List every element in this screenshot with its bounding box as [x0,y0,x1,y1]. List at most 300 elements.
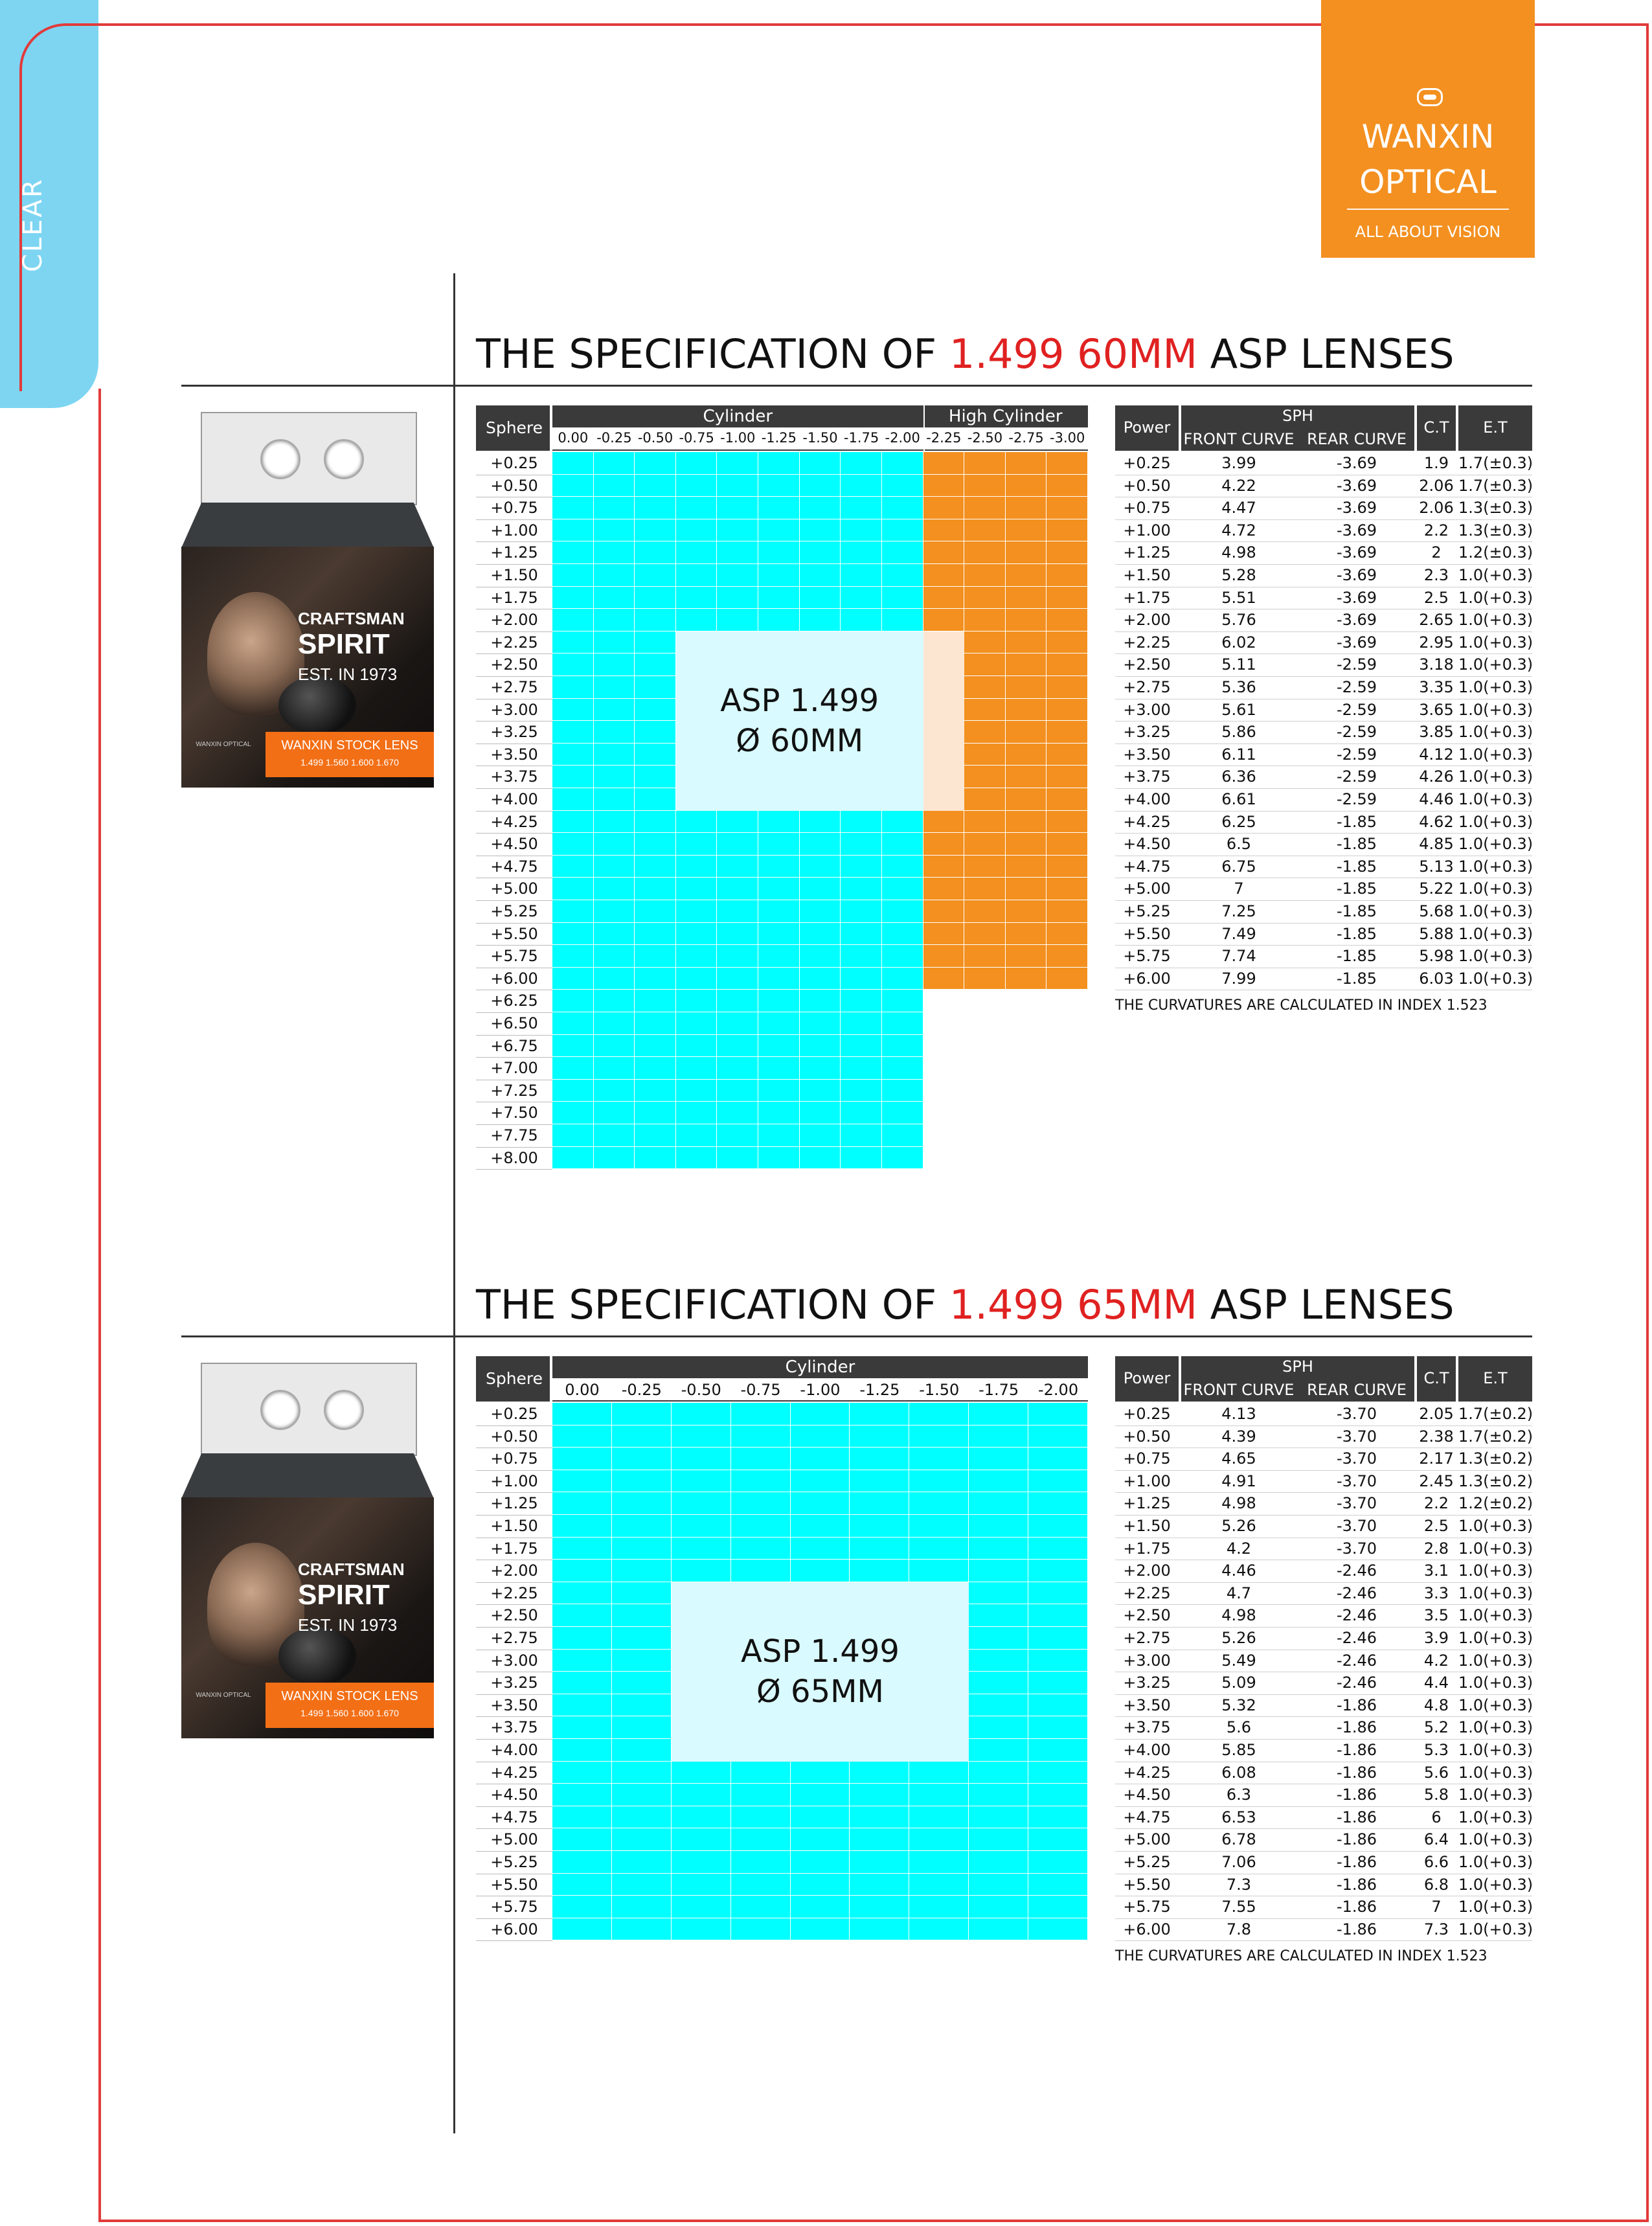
grid-cell [841,1035,882,1058]
et-cell: 1.3(±0.3) [1458,521,1533,539]
grid-cell [841,856,882,878]
power-header-label: Power [1123,418,1171,437]
grid-cell [612,1694,672,1717]
rear-curve-cell: -3.69 [1336,499,1377,517]
row-divider [1115,1739,1532,1740]
grid-cell [850,1762,909,1784]
row-divider [1115,1716,1532,1717]
ct-cell: 2.06 [1419,476,1454,495]
et-cell: 1.3(±0.2) [1458,1471,1533,1490]
grid-cell [791,1403,850,1425]
grid-cell [1047,833,1088,856]
grid-cell [635,1035,676,1058]
power-cell: +4.50 [1123,835,1171,854]
grid-cell [635,721,676,744]
et-cell: 1.0(+0.3) [1458,1786,1533,1804]
power-cell: +5.75 [1123,947,1171,966]
grid-cell [676,990,718,1012]
row-divider [476,1806,552,1807]
et-cell: 1.0(+0.3) [1458,1853,1533,1871]
box-top [181,503,434,548]
power-cell: +2.50 [1123,1606,1171,1625]
grid-cell [552,1716,612,1739]
grid-cell [1006,788,1047,811]
grid-cell [612,1806,672,1829]
ct-cell: 2.95 [1419,633,1454,652]
grid-cell [964,856,1006,878]
rear-curve-cell: -3.70 [1336,1449,1377,1468]
sphere-header-label: Sphere [485,1369,543,1388]
et-cell: 1.0(+0.3) [1458,947,1533,966]
grid-cell [909,1874,969,1896]
grid-cell [1047,878,1088,900]
ct-cell: 2.8 [1423,1539,1449,1558]
et-cell: 1.0(+0.3) [1458,1898,1533,1916]
asp-lens-block [672,1582,969,1762]
grid-cell [841,475,882,497]
grid-cell [676,1057,718,1080]
frame-left-edge [98,389,101,2220]
et-cell: 1.2(±0.2) [1458,1494,1533,1513]
grid-cell [969,1672,1028,1694]
ct-cell: 3.1 [1423,1562,1449,1580]
grid-cell [791,1851,850,1874]
sphere-row-label: +4.50 [490,1786,538,1804]
grid-cell [635,631,676,654]
row-divider [476,1851,552,1852]
grid-cell [841,990,882,1012]
cylinder-column-header: -1.00 [800,1381,841,1399]
grid-cell [923,923,965,946]
grid-cell [672,1918,731,1941]
cylinder-column-header: -2.50 [967,430,1003,446]
et-cell: 1.0(+0.3) [1458,678,1533,696]
grid-cell [964,811,1006,834]
front-curve-cell: 6.25 [1221,812,1256,831]
grid-cell [635,1012,676,1035]
ct-cell: 7.3 [1423,1920,1449,1938]
grid-cell [552,1762,612,1784]
grid-cell [1028,1515,1088,1538]
front-curve-cell: 5.6 [1226,1718,1252,1737]
section-title-highlight: 1.499 60MM [949,330,1198,378]
ct-cell: 2.2 [1423,521,1449,539]
grid-cell [594,878,635,900]
grid-cell [758,1102,800,1124]
grid-cell [969,1828,1028,1851]
sphere-row-label: +3.50 [490,1696,538,1714]
grid-cell [800,564,841,587]
glasses-icon [1417,88,1443,106]
sphere-row-label: +1.25 [490,1494,538,1513]
ct-cell: 4.2 [1423,1651,1449,1670]
rear-curve-cell: -2.46 [1336,1651,1377,1670]
grid-cell [731,1515,791,1538]
ct-cell: 2.3 [1423,566,1449,584]
box-badge [266,732,434,777]
ct-cell: 6.4 [1423,1830,1449,1849]
power-cell: +4.50 [1123,1786,1171,1804]
cylinder-column-header: -2.25 [926,430,962,446]
front-curve-cell: 4.72 [1221,521,1256,539]
rear-curve-cell: -2.46 [1336,1629,1377,1647]
sphere-row-label: +4.00 [490,790,538,808]
grid-cell [635,452,676,475]
sphere-row-label: +7.25 [490,1081,538,1100]
grid-cell [612,1604,672,1627]
grid-cell [1006,811,1047,834]
ct-cell: 3.3 [1423,1584,1449,1602]
grid-cell [717,564,758,587]
grid-cell [850,1806,909,1829]
grid-cell [758,945,800,968]
ct-cell: 5.22 [1419,880,1454,898]
cylinder-column-header: -0.75 [679,430,714,446]
grid-cell [1006,833,1047,856]
ct-cell: 2.17 [1419,1449,1454,1468]
cylinder-column-header: -1.25 [859,1381,900,1399]
cylinder-grid-65mm [476,1356,1088,1938]
front-curve-cell: 5.32 [1221,1696,1256,1714]
grid-cell [635,587,676,609]
grid-cell [1028,1627,1088,1650]
grid-cell [882,541,923,564]
grid-cell [1028,1806,1088,1829]
grid-cell [635,1080,676,1102]
sphere-row-label: +4.75 [490,857,538,876]
grid-cell [676,519,718,542]
grid-cell [1028,1694,1088,1717]
ct-cell: 5.68 [1419,902,1454,920]
grid-cell [594,945,635,968]
et-header-label: E.T [1483,1369,1508,1387]
et-cell: 1.0(+0.3) [1458,835,1533,854]
ct-cell: 3.18 [1419,655,1454,674]
ct-cell: 3.5 [1423,1606,1449,1625]
grid-cell [552,1403,612,1425]
rear-curve-cell: -3.70 [1336,1539,1377,1558]
grid-cell [635,968,676,990]
power-cell: +0.25 [1123,454,1171,472]
et-cell: 1.0(+0.3) [1458,633,1533,652]
grid-cell [552,1538,612,1560]
grid-cell [552,1515,612,1538]
grid-cell [731,1492,791,1515]
et-cell: 1.7(±0.3) [1458,454,1533,472]
grid-cell [1006,744,1047,766]
product-box-image [181,412,434,788]
row-divider [476,676,552,677]
grid-cell [841,587,882,609]
grid-cell [1006,519,1047,542]
grid-cell [1006,587,1047,609]
grid-cell [882,519,923,542]
grid-cell [612,1538,672,1560]
grid-cell [841,541,882,564]
grid-cell [552,1896,612,1918]
front-curve-header: FRONT CURVE [1183,430,1295,448]
sphere-row-label: +5.75 [490,947,538,966]
front-curve-cell: 5.85 [1221,1741,1256,1759]
et-cell: 1.0(+0.3) [1458,1696,1533,1714]
sphere-row-label: +0.50 [490,1427,538,1446]
ct-header-label: C.T [1423,1369,1449,1387]
et-header-label: E.T [1483,418,1508,437]
et-cell: 1.0(+0.3) [1458,1920,1533,1938]
row-divider [476,653,552,654]
rear-curve-header: REAR CURVE [1307,1381,1407,1399]
grid-cell [800,833,841,856]
grid-cell [635,497,676,519]
grid-cell [882,587,923,609]
front-curve-cell: 4.22 [1221,476,1256,495]
grid-cell [969,1650,1028,1672]
grid-cell [612,1650,672,1672]
grid-cell [612,1627,672,1650]
grid-cell [1047,788,1088,811]
et-cell: 1.0(+0.3) [1458,1584,1533,1602]
power-cell: +0.50 [1123,1427,1171,1446]
grid-cell [758,1035,800,1058]
grid-cell [882,811,923,834]
grid-cell [1006,564,1047,587]
grid-cell [1047,631,1088,654]
cylinder-header-label: Cylinder [785,1357,855,1377]
grid-cell [758,811,800,834]
ct-cell: 2.06 [1419,499,1454,517]
row-divider [1115,1515,1532,1516]
grid-cell [676,1080,718,1102]
grid-cell [552,923,594,946]
grid-cell [552,945,594,968]
grid-cell [717,587,758,609]
grid-cell [923,541,965,564]
front-curve-cell: 6.08 [1221,1763,1256,1782]
grid-cell [1028,1739,1088,1762]
grid-cell [841,1124,882,1147]
grid-cell [676,856,718,878]
grid-cell [1028,1538,1088,1560]
et-cell: 1.0(+0.3) [1458,745,1533,764]
grid-cell [1006,699,1047,721]
grid-cell [969,1874,1028,1896]
row-divider [476,923,552,924]
row-divider [1115,833,1532,834]
grid-cell [758,1012,800,1035]
front-curve-cell: 6.3 [1226,1786,1252,1804]
row-divider [476,541,552,542]
grid-cell [969,1627,1028,1650]
grid-cell [850,1470,909,1493]
grid-cell [552,541,594,564]
sphere-row-label: +1.00 [490,1471,538,1490]
rear-curve-cell: -2.59 [1336,723,1377,742]
front-curve-cell: 6.11 [1221,745,1256,764]
asp-lens-block [676,631,923,811]
rear-curve-cell: -1.86 [1336,1763,1377,1782]
grid-cell [594,1057,635,1080]
row-divider [1115,1918,1532,1919]
row-divider [476,1828,552,1829]
box-badge-title: WANXIN STOCK LENS [281,1689,418,1703]
grid-cell [791,1560,850,1582]
power-cell: +2.50 [1123,655,1171,674]
grid-cell [1006,475,1047,497]
grid-cell [841,452,882,475]
rear-curve-cell: -2.46 [1336,1606,1377,1625]
grid-cell [923,452,965,475]
grid-cell [552,990,594,1012]
grid-cell [969,1492,1028,1515]
ct-cell: 2.05 [1419,1405,1454,1423]
grid-cell [552,1874,612,1896]
ct-cell: 1.9 [1423,454,1449,472]
grid-cell [758,475,800,497]
grid-cell [672,1470,731,1493]
row-divider [476,1918,552,1919]
row-divider [1115,923,1532,924]
et-cell: 1.0(+0.3) [1458,566,1533,584]
box-badge-indices: 1.499 1.560 1.600 1.670 [300,1708,399,1718]
grid-cell [841,1102,882,1124]
grid-cell [1047,699,1088,721]
ct-cell: 5.13 [1419,857,1454,876]
grid-cell [882,564,923,587]
grid-cell [791,1874,850,1896]
grid-cell [882,609,923,631]
grid-cell [672,1492,731,1515]
grid-cell [1047,968,1088,990]
asp-diameter-label: Ø 65MM [756,1674,884,1710]
grid-cell [841,564,882,587]
brand-name-line2: OPTICAL [1359,163,1497,201]
grid-cell [969,1762,1028,1784]
product-box-image [181,1363,434,1738]
grid-cell [717,1147,758,1170]
grid-cell [1006,452,1047,475]
grid-cell [800,945,841,968]
grid-cell [594,1147,635,1170]
front-curve-cell: 5.28 [1221,566,1256,584]
et-cell: 1.7(±0.3) [1458,476,1533,495]
sphere-row-label: +7.50 [490,1104,538,1122]
grid-cell [717,878,758,900]
power-cell: +5.25 [1123,1853,1171,1871]
sphere-row-label: +8.00 [490,1148,538,1167]
rear-curve-cell: -3.70 [1336,1405,1377,1423]
grid-cell [1006,497,1047,519]
cylinder-column-header: -1.50 [802,430,838,446]
row-divider [476,1425,552,1426]
cylinder-column-header: -1.75 [843,430,879,446]
grid-cell [594,676,635,699]
grid-cell [1028,1672,1088,1694]
cylinder-column-header: -0.75 [740,1381,781,1399]
rear-curve-cell: -3.69 [1336,454,1377,472]
grid-cell [594,788,635,811]
grid-cell [717,990,758,1012]
ct-cell: 4.46 [1419,790,1454,808]
power-cell: +4.75 [1123,857,1171,876]
grid-cell [758,1057,800,1080]
grid-cell [909,1851,969,1874]
sphere-row-label: +5.00 [490,1830,538,1849]
grid-cell [841,1147,882,1170]
cylinder-column-header: -1.00 [720,430,756,446]
grid-cell [964,766,1006,788]
grid-cell [594,452,635,475]
grid-cell [672,1874,731,1896]
grid-cell [841,878,882,900]
box-front [181,547,434,788]
grid-cell [1006,766,1047,788]
grid-cell [964,475,1006,497]
ct-cell: 6.8 [1423,1875,1449,1894]
grid-cell [1028,1762,1088,1784]
grid-cell [1047,721,1088,744]
grid-cell [1028,1403,1088,1425]
grid-cell [672,1538,731,1560]
row-divider [476,1470,552,1471]
grid-cell [909,1918,969,1941]
sphere-row-label: +2.00 [490,611,538,630]
rear-curve-cell: -3.70 [1336,1494,1377,1513]
front-curve-cell: 5.76 [1221,611,1256,630]
et-cell: 1.0(+0.3) [1458,924,1533,943]
grid-cell [841,923,882,946]
grid-cell [964,676,1006,699]
row-divider [476,1604,552,1605]
grid-cell [964,452,1006,475]
sphere-row-label: +7.75 [490,1126,538,1144]
power-cell: +4.75 [1123,1808,1171,1826]
grid-cell [552,1784,612,1806]
front-curve-cell: 7.25 [1221,902,1256,920]
power-cell: +2.75 [1123,678,1171,696]
grid-cell [964,653,1006,676]
grid-cell [841,497,882,519]
grid-cell [594,744,635,766]
et-cell: 1.0(+0.3) [1458,1875,1533,1894]
grid-cell [800,1080,841,1102]
grid-cell [552,788,594,811]
sphere-row-label: +2.00 [490,1562,538,1580]
et-cell: 1.0(+0.3) [1458,655,1533,674]
grid-cell [1047,587,1088,609]
section-title-suffix: ASP LENSES [1197,330,1454,378]
grid-cell [969,1851,1028,1874]
row-divider [1115,541,1532,542]
box-headline: CRAFTSMAN [298,1560,405,1579]
grid-cell [552,653,594,676]
sphere-row-label: +4.00 [490,1741,538,1759]
front-curve-cell: 4.47 [1221,499,1256,517]
row-divider [1115,811,1532,812]
grid-cell [635,1124,676,1147]
front-curve-header: FRONT CURVE [1183,1381,1295,1399]
grid-cell [552,1080,594,1102]
grid-cell [635,541,676,564]
grid-cell [969,1716,1028,1739]
grid-cell [791,1806,850,1829]
title-rule [181,1335,1532,1337]
et-cell: 1.0(+0.3) [1458,1606,1533,1625]
power-cell: +3.25 [1123,723,1171,742]
grid-cell [612,1425,672,1448]
grid-cell [717,811,758,834]
grid-cell [731,1874,791,1896]
grid-cell [594,1102,635,1124]
